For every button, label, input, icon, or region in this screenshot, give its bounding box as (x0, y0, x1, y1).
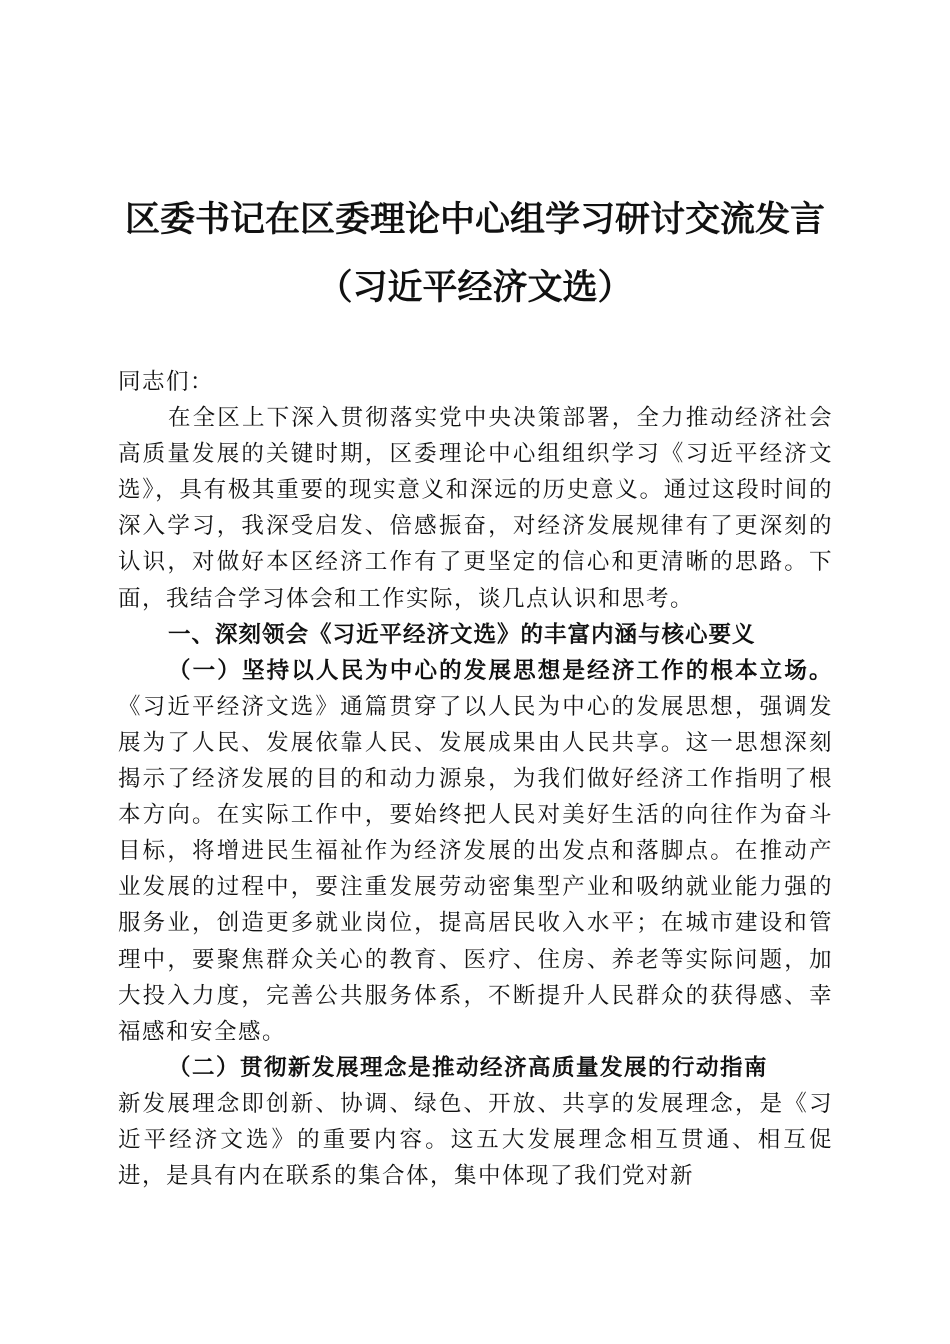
salutation: 同志们： (118, 369, 215, 395)
document-body (118, 364, 833, 1194)
document-title: 区委书记在区委理论中心组学习研讨交流发言 (124, 200, 825, 240)
point-2-body: 新发展理念即创新、协调、绿色、开放、共享的发展理念，是《习近平经济文选》的重要内容。这五大发展理念相互贯通、相互促进，是具有内在联系的集合体，集中体现了我们党对新 (118, 1090, 833, 1190)
point-1-paragraph (118, 653, 833, 1050)
section-heading-1: 一、深刻领会《习近平经济文选》的丰富内涵与核心要义 (168, 621, 756, 648)
point-2-lead: （二）贯彻新发展理念是推动经济高质量发展的行动指南 (168, 1054, 769, 1081)
point-1-body: 《习近平经济文选》通篇贯穿了以人民为中心的发展思想，强调发展为了人民、发展依靠人民、发展成果由人民共享。这一思想深刻揭示了经济发展的目的和动力源泉，为我们做好经济工作指明了根本方向。在实际工作中，要始终把人民对美好生活的向往作为奋斗目标，将增进民生福祉作为经济发展的出发点和落脚点。在推动产业发展的过程中，要注重发展劳动密集型产业和吸纳就业能力强的服务业，创造更多就业岗位，提高居民收入水平；在城市建设和管理中，要聚焦群众关心的教育、医疗、住房、养老等实际问题，加大投入力度，完善公共服务体系，不断提升人民群众的获得感、幸福感和安全感。 (118, 693, 833, 1045)
point-1-lead: （一）坚持以人民为中心的发展思想是经济工作的根本立场。 (168, 657, 833, 684)
document-subtitle: （习近平经济文选） (317, 268, 633, 308)
intro-paragraph: 在全区上下深入贯彻落实党中央决策部署，全力推动经济社会高质量发展的关键时期，区委理论中心组组织学习《习近平经济文选》，具有极其重要的现实意义和深远的历史意义。通过这段时间的深入学习，我深受启发、倍感振奋，对经济发展规律有了更深刻的认识，对做好本区经济工作有了更坚定的信心和更清晰的思路。下面，我结合学习体会和工作实际，谈几点认识和思考。 (118, 405, 833, 612)
